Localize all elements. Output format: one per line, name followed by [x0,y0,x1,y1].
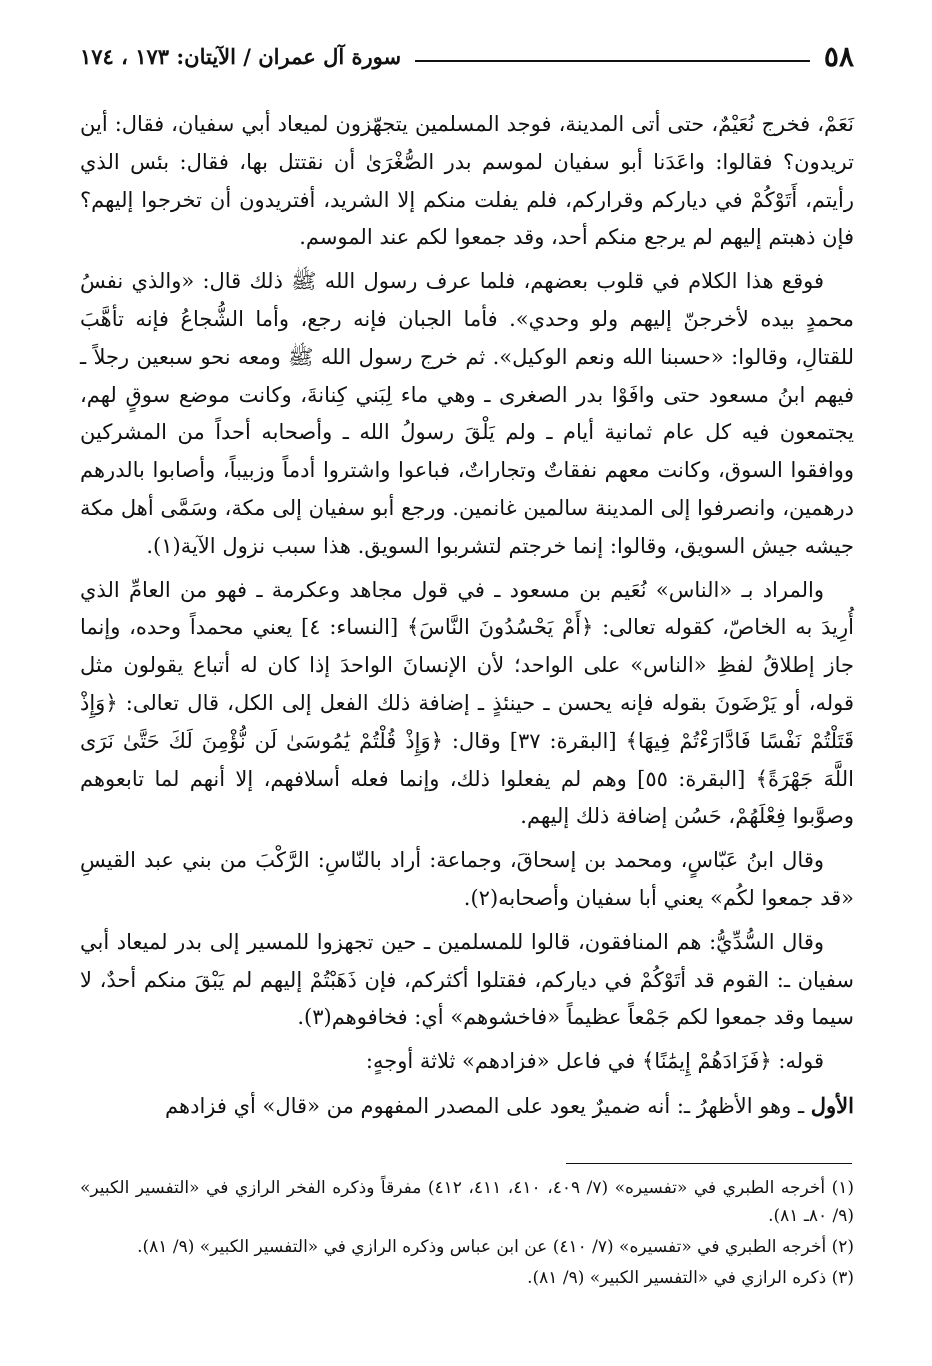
paragraph-2: فوقع هذا الكلام في قلوب بعضهم، فلما عرف رسول الله ﷺ ذلك قال: «والذي نفسُ محمدٍ بيده لأخرجنّ إليهم ولو وحدي». فأما الجبان فإنه رجع، وأما الشُّجاعُ فإنه تأهَّبَ للقتالِ، وقالوا: «حسبنا الله ونعم الوكيل». ثم خرج رسول الله ﷺ ومعه نحو سبعين رجلاً ـ فيهم ابنُ مسعود حتى وافَوْا بدر الصغرى ـ وهي ماء لِبَني كِنانةَ، وكانت موضع سوقٍ لهم، يجتمعون فيه كل عام ثمانية أيام ـ ولم يَلْقَ رسولُ الله ـ وأصحابه أحداً من المشركين ووافقوا السوق، وكانت معهم نفقاتٌ وتجاراتٌ، فباعوا واشتروا أدماً وزبيباً، وأصابوا بالدرهم درهمين، وانصرفوا إلى المدينة سالمين غانمين. ورجع أبو سفيان إلى مكة، وسَمَّى أهل مكة جيشه جيش السويق، وقالوا: إنما خرجتم لتشربوا السويق. هذا سبب نزول الآية(١). [80,269,854,558]
main-text [80,106,854,1132]
footnote-1: (١) أخرجه الطبري في «تفسيره» (٧/ ٤٠٩، ٤١٠، ٤١١، ٤١٢) مفرقاً وذكره الفخر الرازي في «التفسير الكبير» (٩/ ٨٠ـ ٨١). [80,1178,854,1226]
page-header [80,36,854,76]
footnote-rule [566,1163,852,1164]
header-rule [415,60,810,62]
page-number: ٥٨ [823,39,854,73]
paragraph-5: وقال السُّدِّيُّ: هم المنافقون، قالوا للمسلمين ـ حين تجهزوا للمسير إلى بدر لميعاد أبي سفيان ـ: القوم قد أتَوْكُمْ في دياركم، فقتلوا أكثركم، فإن ذَهَبْتُمْ إليهم لم يَبْقَ منكم أحدٌ، لا سيما وقد جمعوا لكم جَمْعاً عظيماً «فاخشوهم» أي: فخافوهم(٣). [80,929,854,1030]
footnote-2: (٢) أخرجه الطبري في «تفسيره» (٧/ ٤١٠) عن ابن عباس وذكره الرازي في «التفسير الكبير» (٩/ ٨١). [137,1237,854,1257]
paragraph-1: نَعَمْ، فخرج نُعَيْمٌ، حتى أتى المدينة، فوجد المسلمين يتجهّزون لميعاد أبي سفيان، فقال: أين تريدون؟ فقالوا: واعَدَنا أبو سفيان لموسم بدر الصُّغْرَىٰ أن نقتتل بها، فقال: بئس الذي رأيتم، أَتَوْكُمْ في دياركم وقراركم، فلم يفلت منكم إلا الشريد، أفتريدون أن تخرجوا إليهم؟ فإن ذهبتم إليهم لم يرجع منكم أحد، وقد جمعوا لكم عند الموسم. [80,112,854,250]
paragraph-6: قوله: ﴿فَزَادَهُمْ إِيمَٰنًا﴾ في فاعل «فزادهم» ثلاثة أوجهٍ: [365,1049,824,1074]
running-title: سورة آل عمران / الآيتان: ١٧٣ ، ١٧٤ [80,43,402,69]
footnotes [80,1174,854,1295]
paragraph-lead: الأول [810,1092,854,1118]
paragraph-7 [80,1087,854,1126]
paragraph-4: وقال ابنُ عَبّاسٍ، ومحمد بن إسحاقَ، وجماعة: أراد بالنّاسِ: الرَّكْبَ من بني عبد القيسِ «قد جمعوا لكُم» يعني أبا سفيان وأصحابه(٢). [80,848,854,910]
footnote-3: (٣) ذكره الرازي في «التفسير الكبير» (٩/ ٨١). [527,1268,854,1288]
paragraph-7-text: ـ وهو الأظهرُ ـ: أنه ضميرٌ يعود على المصدر المفهوم من «قال» أي فزادهم [165,1093,811,1118]
paragraph-3: والمراد بـ «الناس» نُعَيم بن مسعود ـ في قول مجاهد وعكرمة ـ فهو من العامِّ الذي أُرِيدَ به الخاصّ، كقوله تعالى: ﴿أَمْ يَحْسُدُونَ النَّاسَ﴾ [النساء: ٤] يعني محمداً وحده، وإنما جاز إطلاقُ لفظِ «الناس» على الواحد؛ لأن الإنسانَ الواحدَ إذا كان له أتباع يقولون مثل قوله، أو يَرْضَونَ بقوله فإنه يحسن ـ حينئذٍ ـ إضافة ذلك الفعل إلى الكل، قال تعالى: ﴿وَإِذْ قَتَلْتُمْ نَفْسًا فَادَّارَءْتُمْ فِيهَا﴾ [البقرة: ٣٧] وقال: ﴿وَإِذْ قُلْتُمْ يَٰمُوسَىٰ لَن نُّؤْمِنَ لَكَ حَتَّىٰ نَرَى اللَّهَ جَهْرَةً﴾ [البقرة: ٥٥] وهم لم يفعلوا ذلك، وإنما فعله أسلافهم، إلا أنهم لما تابعوهم وصوَّبوا فِعْلَهُمْ، حَسُن إضافة ذلك إليهم. [80,577,855,829]
